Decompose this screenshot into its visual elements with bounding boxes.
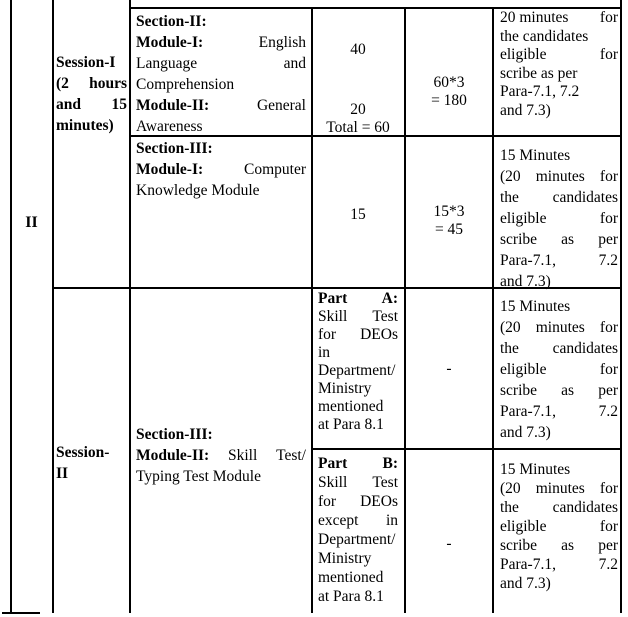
questions-total-value: Total = 60 [326,119,390,136]
questions-computer-module-value: 15 [350,206,366,223]
tier-label: II [25,214,38,231]
time-part-a-cell: 15 Minutes (20 minutes for the candidates eligible for scribe as per Para-7.1, 7.2 and 7.3) [500,298,618,441]
questions-module-1-value: 40 [350,41,366,58]
marks-part-b-dash: - [446,535,452,552]
session-2-label: Session- II [56,444,110,482]
time-row-1-cell: 20 minutes for the candidates eligible for scribe as per Para-7.1, 7.2 and 7.3) [500,9,618,119]
part-b-description-cell: Part B: Skill Test for DEOs except in Department/ Ministry mentioned at Para 8.1 [318,455,398,605]
section-3-module-2-cell: Section-III: Module-II: Skill Test/ Typing Test Module [136,426,306,485]
table-border-vertical [620,0,622,613]
session-1-label: Session-I (2 hours and 15 minutes) [56,54,127,134]
questions-module-2-value: 20 [350,101,366,118]
time-part-b-cell: 15 Minutes (20 minutes for the candidates eligible for scribe as per Para-7.1, 7.2 and 7.3) [500,461,618,592]
marks-row-1-value: 60*3 = 180 [431,74,467,109]
table-border-horizontal [2,612,40,614]
table-border-horizontal [311,448,622,450]
table-border-vertical [129,0,131,613]
table-border-vertical [492,7,494,613]
table-border-vertical [52,0,54,613]
table-border-vertical [311,7,313,613]
part-a-description-cell: Part A: Skill Test for DEOs in Department/ Ministry mentioned at Para 8.1 [318,290,398,433]
marks-row-2-value: 15*3 = 45 [433,203,465,238]
marks-part-a-dash: - [446,360,452,377]
section-2-modules-cell: Section-II: Module-I: English Language and Comprehension Module-II: General Awareness [136,13,306,135]
section-3-module-1-cell: Section-III: Module-I: Computer Knowledge Module [136,140,306,199]
table-border-vertical [10,0,12,613]
time-row-2-cell: 15 Minutes (20 minutes for the candidates eligible for scribe as per Para-7.1, 7.2 and 7.3) [500,147,618,290]
